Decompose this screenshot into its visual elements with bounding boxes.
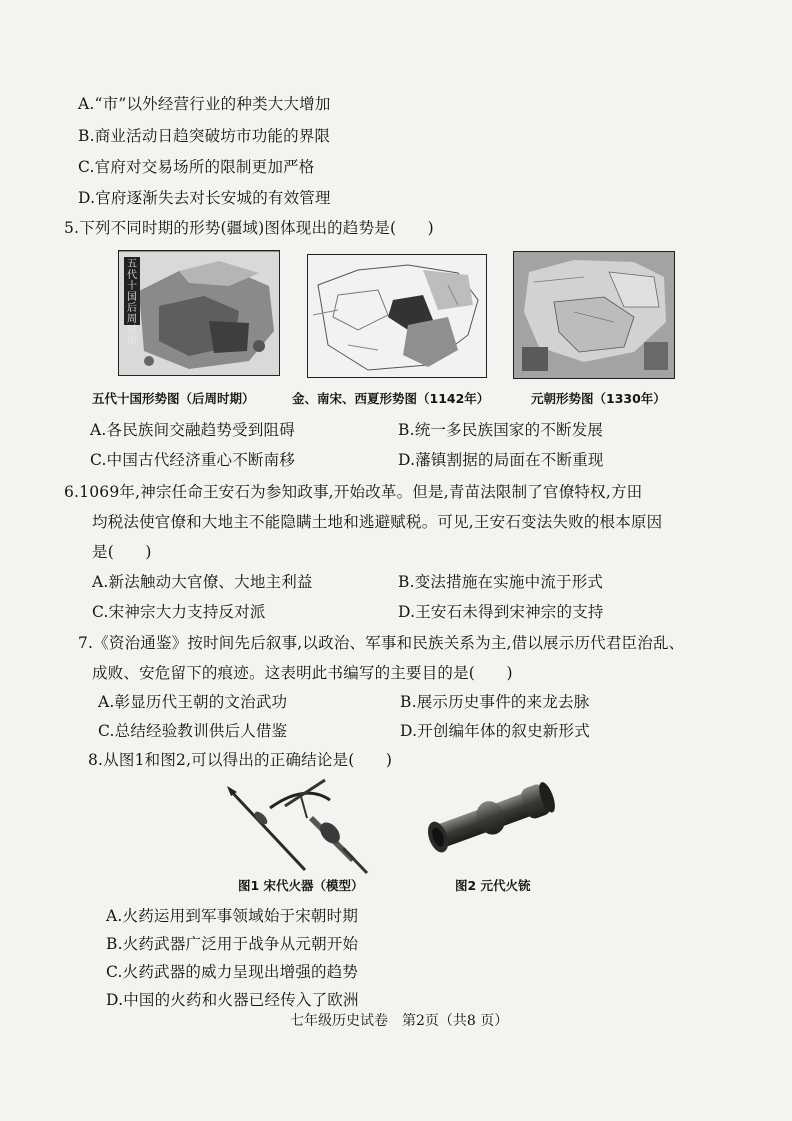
q6-stem-line3: 是( ) [92,543,152,561]
q5-stem: 5.下列不同时期的形势(疆域)图体现出的趋势是( ) [64,219,434,237]
q6-option-a: A.新法触动大官僚、大地主利益 [92,573,313,591]
figure1-song-firearms [225,778,375,876]
figure2-yuan-bronze-gun [422,770,558,862]
q8-option-c: C.火药武器的威力呈现出增强的趋势 [106,963,359,981]
q4-option-c: C.官府对交易场所的限制更加严格 [78,158,315,176]
map-five-dynasties [118,250,280,376]
q8-option-b: B.火药武器广泛用于战争从元朝开始 [106,935,359,953]
q8-option-a: A.火药运用到军事领域始于宋朝时期 [106,907,359,925]
map2-caption: 金、南宋、西夏形势图（1142年） [292,391,490,406]
q7-option-a: A.彰显历代王朝的文治武功 [98,693,288,711]
map1-inner-label: 五代十国后周时期 [124,257,140,325]
q4-option-b: B.商业活动日趋突破坊市功能的界限 [78,127,331,145]
q7-option-c: C.总结经验教训供后人借鉴 [98,722,288,740]
q6-option-b: B.变法措施在实施中流于形式 [398,573,604,591]
map3-caption: 元朝形势图（1330年） [531,391,666,406]
q5-option-b: B.统一多民族国家的不断发展 [398,421,604,439]
map-yuan-dynasty [513,251,675,379]
q8-option-d: D.中国的火药和火器已经传入了欧洲 [106,991,359,1009]
q4-option-a: A.“市”以外经营行业的种类大大增加 [78,95,331,113]
q6-stem-line1: 6.1069年,神宗任命王安石为参知政事,开始改革。但是,青苗法限制了官僚特权,方田 [64,483,643,501]
q5-option-d: D.藩镇割据的局面在不断重现 [398,451,604,469]
q6-stem-line2: 均税法使官僚和大地主不能隐瞒土地和逃避赋税。可见,王安石变法失败的根本原因 [92,513,663,531]
q6-option-d: D.王安石未得到宋神宗的支持 [398,603,604,621]
q6-option-c: C.宋神宗大力支持反对派 [92,603,266,621]
map1-caption: 五代十国形势图（后周时期） [92,391,255,406]
q7-option-d: D.开创编年体的叙史新形式 [400,722,590,740]
q5-option-c: C.中国古代经济重心不断南移 [90,451,296,469]
q4-option-d: D.官府逐渐失去对长安城的有效管理 [78,189,331,207]
q5-option-a: A.各民族间交融趋势受到阻碍 [90,421,295,439]
q8-stem: 8.从图1和图2,可以得出的正确结论是( ) [88,751,393,769]
q7-option-b: B.展示历史事件的来龙去脉 [400,693,590,711]
page-footer: 七年级历史试卷 第2页（共8 页） [290,1013,509,1029]
q7-stem-line2: 成败、安危留下的痕迹。这表明此书编写的主要目的是( ) [92,664,513,682]
map-jin-song-xixia [307,254,487,378]
q7-stem-line1: 7.《资治通鉴》按时间先后叙事,以政治、军事和民族关系为主,借以展示历代君臣治乱、 [78,634,685,652]
figure1-caption: 图1 宋代火器（模型） [238,878,364,893]
figure2-caption: 图2 元代火铳 [455,878,531,893]
